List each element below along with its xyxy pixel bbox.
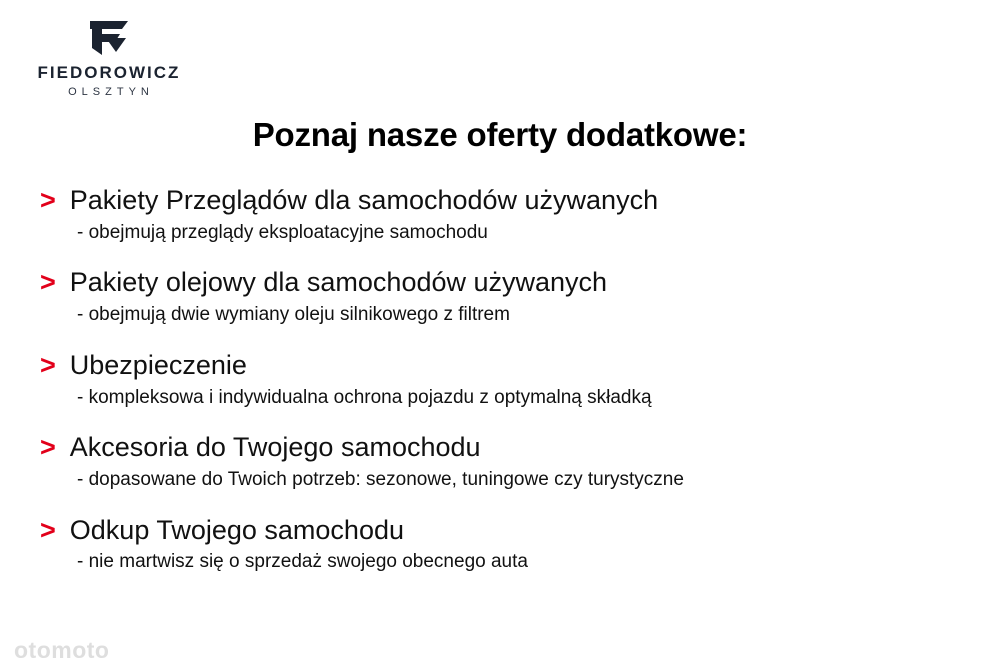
offer-title: Ubezpieczenie <box>69 349 247 380</box>
chevron-right-icon: > <box>40 185 56 215</box>
offer-description: - kompleksowa i indywidualna ochrona pojazdu z optymalną składką <box>77 386 652 408</box>
offer-heading <box>40 433 970 462</box>
chevron-right-icon: > <box>40 514 56 545</box>
offer-description: - dopasowane do Twoich potrzeb: sezonowe, tuningowe czy turystyczne <box>77 468 684 490</box>
offer-heading <box>40 351 970 380</box>
chevron-right-icon: > <box>40 349 56 380</box>
offer-description: - obejmują przeglądy eksploatacyjne samochodu <box>77 221 488 243</box>
offer-list <box>40 186 970 598</box>
chevron-right-icon: > <box>40 267 56 298</box>
offer-title: Pakiety Przeglądów dla samochodów używanych <box>69 185 659 215</box>
brand-city: OLSZTYN <box>68 86 154 98</box>
offer-title: Odkup Twojego samochodu <box>69 514 404 545</box>
list-item <box>40 268 970 325</box>
offer-title: Akcesoria do Twojego samochodu <box>69 432 481 463</box>
offer-description: - nie martwisz się o sprzedaż swojego obecnego auta <box>77 551 528 573</box>
list-item <box>40 516 970 573</box>
page-title: Poznaj nasze oferty dodatkowe: <box>252 116 748 153</box>
offer-heading <box>40 186 970 215</box>
offer-title: Pakiety olejowy dla samochodów używanych <box>69 267 608 298</box>
offer-description: - obejmują dwie wymiany oleju silnikowego z filtrem <box>77 304 510 326</box>
fiedorowicz-f-mark-icon <box>86 18 132 58</box>
brand-name: FIEDOROWICZ <box>37 63 181 82</box>
list-item <box>40 186 970 243</box>
list-item <box>40 351 970 408</box>
chevron-right-icon: > <box>40 432 56 463</box>
list-item <box>40 433 970 490</box>
watermark: otomoto <box>14 637 110 663</box>
brand-logo <box>24 18 194 98</box>
offer-heading <box>40 268 970 297</box>
offer-heading <box>40 516 970 545</box>
